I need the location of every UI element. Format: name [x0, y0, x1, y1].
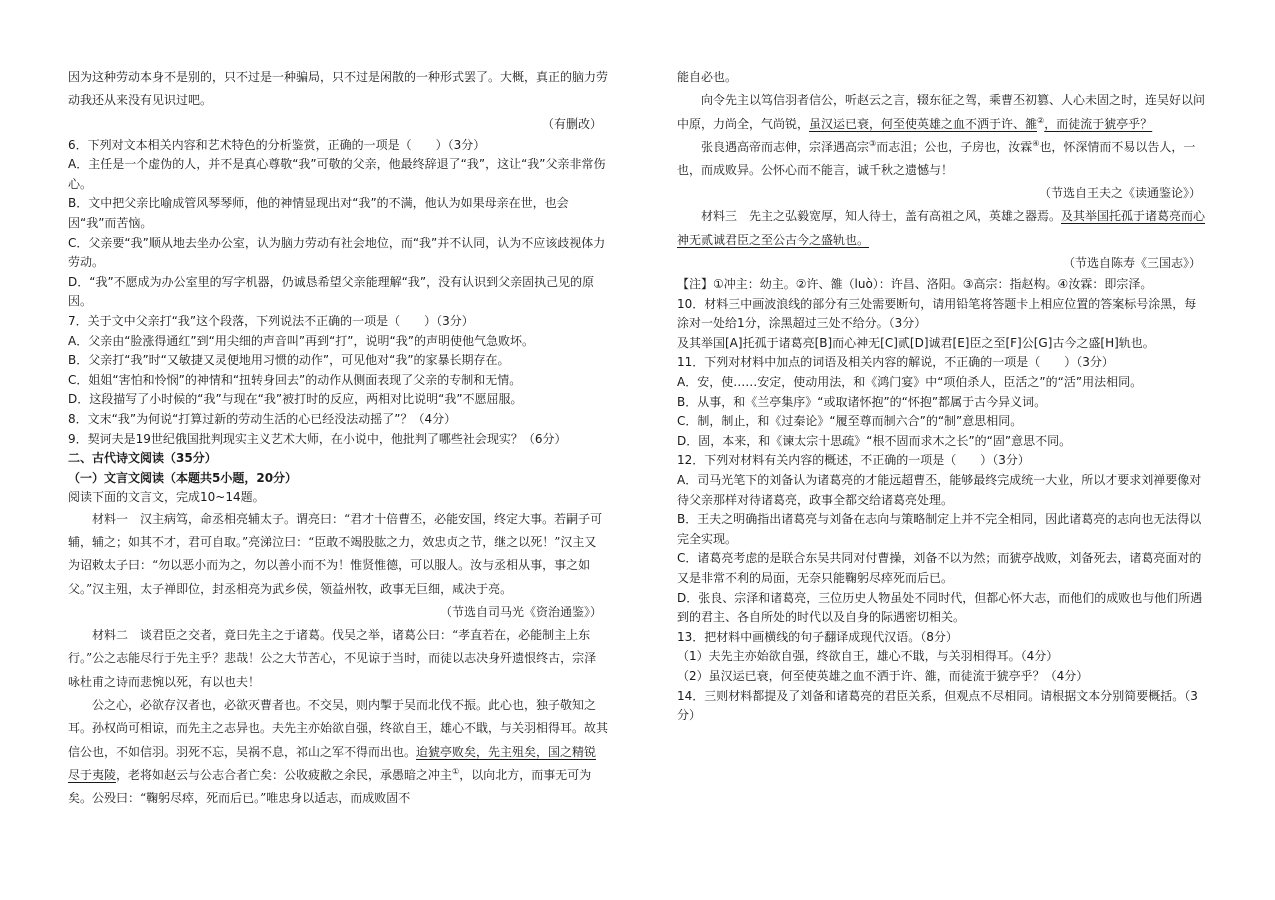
reading-instruction: 阅读下面的文言文，完成10~14题。 — [68, 490, 265, 505]
material-1-body: 若嗣子可辅，辅之；如其不才，君可自取。”亮涕泣曰：“臣敢不竭股肱之力，效忠贞之节，继之以死！”汉主又为诏敕太子曰：“勿以恶小而为之，勿以善小而不为！惟贤惟德，可以服人。汝与丞相从事，事之如父。”汉主殂，太子禅即位，封丞相亮为武乡侯，领益州牧，政事无巨细，咸决于亮。 — [68, 511, 603, 596]
material-2-paragraph-1: 材料二 谈君臣之交者，竟曰先主之于诸葛。伐吴之举，诸葛公曰：“孝直若在，必能制主上东行。”公之志能尽行于先主乎？悲哉！公之大节苦心，不见谅于当时，而徒以志决身歼遗恨终古，宗泽咏杜甫之诗而悲惋以死，有以也夫！ — [68, 628, 597, 689]
material-1 — [68, 508, 608, 601]
question-12-option-d: D．张良、宗泽和诸葛亮，三位历史人物虽处不同时代，但都心怀大志，而他们的成败也与他们所遇到的君主、各自所处的时代以及自身的际遇密切相关。 — [677, 590, 1203, 625]
question-11-option-d: D．固，本来，和《谏太宗十思疏》“根不固而求木之长”的“固”意思不同。 — [677, 433, 1072, 448]
question-12-option-c: C．诸葛亮考虑的是联合东吴共同对付曹操，刘备不以为然；而猇亭战败，刘备死去，诸葛亮面对的又是非常不利的局面，无奈只能鞠躬尽瘁死而后已。 — [677, 551, 1202, 585]
question-7-option-b: B．父亲打“我”时“又敏捷又灵便地用习惯的动作”，可见他对“我”的家暴长期存在。 — [68, 353, 510, 368]
question-11-option-b: B．从事，和《兰亭集序》“或取诸怀抱”的“怀抱”都属于古今异义词。 — [677, 394, 1047, 409]
question-13-part-2: （2）虽汉运已衰，何至使英雄之血不洒于许、雒，而徒流于猇亭乎？（4分） — [677, 668, 1089, 683]
material-3-source: （节选自陈寿《三国志》） — [1062, 256, 1201, 271]
annotation-note: 【注】①冲主：幼主。②许、雒（luò）：许昌、洛阳。③高宗：指赵构。④汝霖：即宗泽。 — [677, 277, 1153, 292]
question-9: 9．契诃夫是19世纪俄国批判现实主义艺术大师，在小说中，他批判了哪些社会现实？（6分） — [68, 431, 567, 446]
paragraph-text: 张良遇高帝而志伸，宗泽遇高宗 — [701, 139, 870, 154]
underlined-sentence: 迨猇亭败矣，先主殂矣，国之精锐尽于夷陵 — [68, 744, 597, 782]
passage-ending: 因为这种劳动本身不是别的，只不过是一种骗局，只不过是闲散的一种形式罢了。大概，真正的脑力劳动我还从来没有见识过吧。 — [68, 70, 609, 108]
question-7-option-d: D．这段描写了小时候的“我”与现在“我”被打时的反应，两相对比说明“我”不愿屈服。 — [68, 392, 523, 407]
material-2-paragraph-4 — [677, 136, 1207, 183]
question-10-options: 及其举国[A]托孤于诸葛亮[B]而心神无[C]贰[D]诚君[E]臣之至[F]公[G]古今之盛[H]轨也。 — [677, 335, 1155, 350]
question-13: 13．把材料中画横线的句子翻译成现代汉语。（8分） — [677, 629, 958, 644]
material-2-text-end: ，以向北方，而事无可为矣。公殁曰：“鞠躬尽瘁，死而后已。”唯忠身以适志，而成败固不 — [68, 767, 592, 806]
question-7-option-c: C．姐姐“害怕和怜悯”的神情和“扭转身回去”的动作从侧面表现了父亲的专制和无情。 — [68, 372, 522, 387]
right-column — [677, 66, 1207, 726]
question-13-part-1: （1）夫先主亦始欲自强，终欲自王，雄心不戢，与关羽相得耳。（4分） — [677, 649, 1059, 664]
footnote-marker: ③ — [869, 138, 877, 148]
question-11-option-a: A．安，使……安定，使动用法，和《鸿门宴》中“项伯杀人，臣活之”的“活”用法相同。 — [677, 375, 1143, 390]
paragraph-text-end: 也，怀深情而不易以告人，一也，而成败异。公怀心而不能言，诚千秋之遗憾与！ — [677, 139, 1196, 178]
question-14: 14．三则材料都提及了刘备和诸葛亮的君臣关系，但观点不尽相同。请根据文本分别简要概括。（3分） — [677, 688, 1198, 723]
paragraph-text-cont: 而志沮；公也，子房也，汝霖 — [876, 139, 1033, 154]
question-11-option-c: C．制，制止，和《过秦论》“履至尊而制六合”的“制”意思相同。 — [677, 414, 1023, 429]
paragraph-text: 向令先主以笃信羽者信公，听赵云之言，辍东征之驾，乘曹丕初篡、人心未固之时，连吴好以问中原，力尚全，气尚锐， — [677, 93, 1206, 131]
question-8: 8．文末“我”为何说“打算过新的劳动生活的心已经没法动摇了”？（4分） — [68, 411, 457, 426]
section-heading: 二、古代诗文阅读（35分） — [68, 451, 217, 466]
material-2-paragraph-2 — [68, 694, 608, 810]
question-6-option-b: B．文中把父亲比喻成管风琴琴师，他的神情显现出对“我”的不满，他认为如果母亲在世，也会因“我”而苦恼。 — [68, 196, 569, 230]
footnote-marker: ② — [1037, 115, 1045, 125]
material-3 — [677, 205, 1207, 252]
material-2-continuation: 能自必也。 — [677, 70, 738, 84]
material-2-text: 公之心，必欲存汉者也，必欲灭曹者也。不交吴，则内掣于吴而北伐不振。此心也，独子敬知之耳。孙权尚可相谅，而先主之志异也。夫先主亦始欲自强，终欲自王，雄心不戢，与关羽相得耳。故其信公也，不如信羽。羽死不忘，吴祸不息，祁山之军不得而出也。 — [68, 697, 609, 759]
question-6-option-c: C．父亲要“我”顺从地去坐办公室，认为脑力劳动有社会地位，而“我”并不认同，认为不应该歧视体力劳动。 — [68, 235, 606, 270]
question-10: 10．材料三中画波浪线的部分有三处需要断句，请用铅笔将答题卡上相应位置的答案标号涂黑，每涂对一处给1分，涂黑超过三处不给分。（3分） — [677, 296, 1197, 331]
material-1-source: （节选自司马光《资治通鉴》） — [439, 605, 602, 620]
underlined-sentence-end: ，而徒流于猇亭乎？ — [1044, 116, 1153, 131]
footnote-marker: ① — [452, 766, 460, 776]
question-12-option-a: A．司马光笔下的刘备认为诸葛亮的才能远超曹丕，能够最终完成统一大业，所以才要求刘禅要像对待父亲那样对待诸葛亮，政事全都交给诸葛亮处理。 — [677, 473, 1202, 507]
question-6: 6．下列对文本相关内容和艺术特色的分析鉴赏，正确的一项是（ ）（3分） — [68, 137, 486, 152]
question-7-option-a: A．父亲由“脸涨得通红”到“用尖细的声音叫”再到“打”，说明“我”的声明使他气急败坏。 — [68, 333, 534, 348]
left-column — [68, 66, 608, 810]
question-6-option-a: A．主任是一个虚伪的人，并不是真心尊敬“我”可敬的父亲，他最终辞退了“我”，这让“我”父亲非常伤心。 — [68, 157, 606, 191]
material-2-paragraph-3 — [677, 89, 1207, 136]
question-6-option-d: D．“我”不愿成为办公室里的写字机器，仍诚恳希望父亲能理解“我”，没有认识到父亲固执己见的原因。 — [68, 274, 595, 309]
question-11: 11．下列对材料中加点的词语及相关内容的解说，不正确的一项是（ ）（3分） — [677, 355, 1114, 370]
material-3-text: 材料三 先主之弘毅宽厚，知人待士，盖有高祖之风，英雄之器焉。 — [701, 209, 1062, 224]
footnote-marker: ④ — [1032, 138, 1040, 148]
material-2-source: （节选自王夫之《读通鉴论》） — [1038, 186, 1201, 201]
source-note: （有删改） — [541, 116, 602, 131]
material-2-text-cont: ，老将如赵云与公志合者亡矣：公收疲敝之余民，承愚暗之冲主 — [116, 767, 453, 782]
question-12-option-b: B．王夫之明确指出诸葛亮与刘备在志向与策略制定上并不完全相同，因此诸葛亮的志向也无法得以完全实现。 — [677, 512, 1202, 546]
question-7: 7．关于文中父亲打“我”这个段落，下列说法不正确的一项是（ ）（3分） — [68, 313, 474, 328]
subsection-heading: （一）文言文阅读（本题共5小题，20分） — [68, 470, 298, 485]
question-12: 12．下列对材料有关内容的概述，不正确的一项是（ ）（3分） — [677, 453, 1030, 468]
underlined-sentence: 虽汉运已衰，何至使英雄之血不洒于许、雒 — [809, 116, 1038, 131]
material-1-first-line: 材料一 汉主病笃，命丞相亮辅太子。谓亮曰：“君才十倍曹丕，必能安国，终定大事。 — [92, 511, 555, 526]
wavy-underlined-sentence: 及其举国托孤于诸葛亮而心神无贰诚君臣之至公古今之盛轨也。 — [677, 209, 1206, 247]
